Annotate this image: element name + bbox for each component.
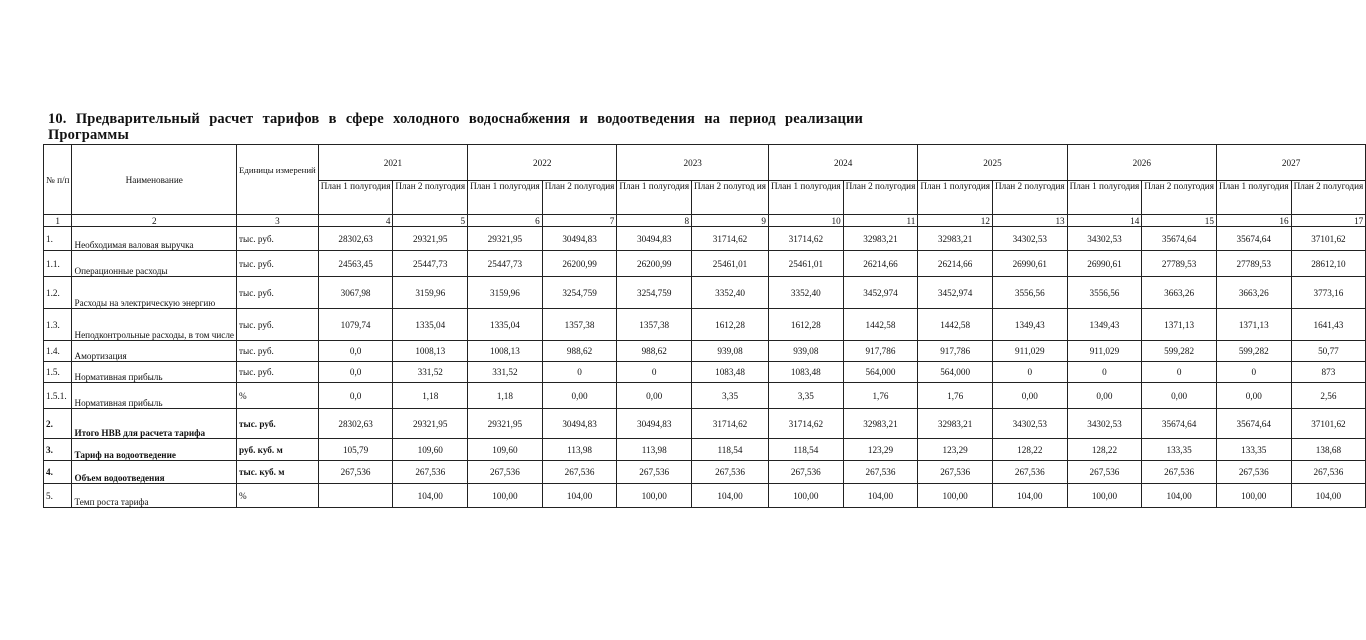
value-cell: 100,00 [617,484,692,508]
value-cell: 267,536 [318,461,393,484]
value-cell: 26214,66 [843,251,918,277]
value-cell: 0 [1216,362,1291,383]
value-cell: 35674,64 [1216,409,1291,439]
value-cell: 29321,95 [468,227,543,251]
value-cell: 1008,13 [393,341,468,362]
value-cell: 1371,13 [1142,309,1217,341]
tariff-table [43,144,1366,508]
value-cell: 1612,28 [692,309,769,341]
value-cell: 31714,62 [692,409,769,439]
value-cell: 26990,61 [992,251,1067,277]
table-row [44,439,1366,461]
row-unit: руб. куб. м [237,439,319,461]
value-cell: 1357,38 [542,309,617,341]
value-cell: 31714,62 [692,227,769,251]
value-cell: 1349,43 [1067,309,1142,341]
header-sub-plan2: План 2 полугодия [843,181,918,215]
value-cell: 26214,66 [918,251,993,277]
value-cell: 267,536 [542,461,617,484]
row-number: 1.5.1. [44,383,72,409]
value-cell: 0,00 [992,383,1067,409]
value-cell: 37101,62 [1291,409,1366,439]
value-cell: 123,29 [843,439,918,461]
column-index-cell: 5 [393,215,468,227]
value-cell: 917,786 [843,341,918,362]
value-cell: 32983,21 [843,409,918,439]
value-cell: 267,536 [468,461,543,484]
value-cell: 3254,759 [617,277,692,309]
value-cell: 3663,26 [1216,277,1291,309]
value-cell: 32983,21 [843,227,918,251]
value-cell: 113,98 [542,439,617,461]
value-cell: 26200,99 [617,251,692,277]
row-unit: тыс. руб. [237,277,319,309]
value-cell: 911,029 [992,341,1067,362]
value-cell: 3254,759 [542,277,617,309]
value-cell: 104,00 [542,484,617,508]
header-sub-plan1: План 1 полугодия [918,181,993,215]
value-cell: 3159,96 [468,277,543,309]
value-cell: 0 [1067,362,1142,383]
value-cell: 1083,48 [692,362,769,383]
value-cell: 267,536 [769,461,844,484]
value-cell: 104,00 [692,484,769,508]
column-index-cell: 10 [769,215,844,227]
header-year-2026: 2026 [1067,145,1216,181]
value-cell: 0,0 [318,362,393,383]
header-year-2024: 2024 [769,145,918,181]
row-number: 5. [44,484,72,508]
column-index-cell: 15 [1142,215,1217,227]
table-row [44,484,1366,508]
column-index-cell: 8 [617,215,692,227]
table-row [44,362,1366,383]
value-cell: 35674,64 [1142,227,1217,251]
column-index-cell: 11 [843,215,918,227]
value-cell: 37101,62 [1291,227,1366,251]
value-cell: 988,62 [617,341,692,362]
value-cell: 599,282 [1142,341,1217,362]
header-sub-plan1: План 1 полугодия [318,181,393,215]
column-index-cell: 14 [1067,215,1142,227]
row-name: Нормативная прибыль [72,383,237,409]
value-cell: 34302,53 [1067,409,1142,439]
value-cell: 3452,974 [918,277,993,309]
column-index-cell: 2 [72,215,237,227]
row-unit: % [237,484,319,508]
row-name: Темп роста тарифа [72,484,237,508]
value-cell: 128,22 [992,439,1067,461]
table-row [44,227,1366,251]
value-cell: 128,22 [1067,439,1142,461]
value-cell: 30494,83 [617,409,692,439]
row-number: 2. [44,409,72,439]
row-name: Тариф на водоотведение [72,439,237,461]
value-cell: 0,00 [1142,383,1217,409]
value-cell: 873 [1291,362,1366,383]
value-cell: 32983,21 [918,227,993,251]
row-unit: тыс. руб. [237,309,319,341]
value-cell: 911,029 [1067,341,1142,362]
row-name: Расходы на электрическую энергию [72,277,237,309]
value-cell: 3352,40 [769,277,844,309]
column-index-cell: 16 [1216,215,1291,227]
header-sub-plan2: План 2 полугодия [542,181,617,215]
column-index-row [44,215,1366,227]
row-number: 1.3. [44,309,72,341]
table-row [44,461,1366,484]
value-cell: 1641,43 [1291,309,1366,341]
value-cell: 28302,63 [318,409,393,439]
value-cell: 3,35 [769,383,844,409]
header-sub-plan2: План 2 полугодия [992,181,1067,215]
value-cell: 267,536 [692,461,769,484]
header-sub-plan2: План 2 полугод ия [692,181,769,215]
value-cell: 30494,83 [542,227,617,251]
value-cell: 100,00 [1216,484,1291,508]
value-cell: 100,00 [468,484,543,508]
value-cell: 109,60 [468,439,543,461]
value-cell: 3452,974 [843,277,918,309]
row-number: 1.5. [44,362,72,383]
value-cell: 34302,53 [992,409,1067,439]
value-cell: 104,00 [843,484,918,508]
value-cell: 32983,21 [918,409,993,439]
value-cell: 3556,56 [1067,277,1142,309]
value-cell: 30494,83 [617,227,692,251]
value-cell: 35674,64 [1216,227,1291,251]
value-cell: 0 [542,362,617,383]
value-cell: 1079,74 [318,309,393,341]
value-cell: 28302,63 [318,227,393,251]
header-sub-plan1: План 1 полугодия [769,181,844,215]
value-cell: 1349,43 [992,309,1067,341]
value-cell: 113,98 [617,439,692,461]
header-sub-plan1: План 1 полугодия [617,181,692,215]
value-cell: 133,35 [1142,439,1217,461]
row-name: Необходимая валовая выручка [72,227,237,251]
value-cell: 267,536 [393,461,468,484]
value-cell: 31714,62 [769,409,844,439]
value-cell: 267,536 [992,461,1067,484]
row-unit: тыс. руб. [237,362,319,383]
value-cell: 104,00 [992,484,1067,508]
row-unit: тыс. руб. [237,227,319,251]
table-row [44,277,1366,309]
row-name: Неподконтрольные расходы, в том числе [72,309,237,341]
value-cell: 1357,38 [617,309,692,341]
row-unit: тыс. руб. [237,251,319,277]
value-cell: 26990,61 [1067,251,1142,277]
header-year-2022: 2022 [468,145,617,181]
value-cell: 1612,28 [769,309,844,341]
value-cell: 0 [617,362,692,383]
row-name: Операционные расходы [72,251,237,277]
row-unit: тыс. руб. [237,341,319,362]
value-cell: 1,18 [468,383,543,409]
column-index-cell: 13 [992,215,1067,227]
row-unit: % [237,383,319,409]
value-cell: 27789,53 [1142,251,1217,277]
header-year-2021: 2021 [318,145,467,181]
header-sub-plan1: План 1 полугодия [1216,181,1291,215]
value-cell: 1371,13 [1216,309,1291,341]
header-num: № п/п [44,145,72,215]
value-cell: 1335,04 [468,309,543,341]
value-cell: 0 [992,362,1067,383]
row-name: Нормативная прибыль [72,362,237,383]
value-cell: 25461,01 [769,251,844,277]
value-cell: 939,08 [692,341,769,362]
value-cell: 109,60 [393,439,468,461]
value-cell: 3,35 [692,383,769,409]
value-cell: 0,00 [1216,383,1291,409]
value-cell: 118,54 [692,439,769,461]
value-cell: 100,00 [1067,484,1142,508]
column-index-cell: 9 [692,215,769,227]
value-cell: 29321,95 [468,409,543,439]
value-cell: 31714,62 [769,227,844,251]
value-cell: 267,536 [843,461,918,484]
row-unit: тыс. куб. м [237,461,319,484]
value-cell: 123,29 [918,439,993,461]
value-cell: 26200,99 [542,251,617,277]
value-cell: 599,282 [1216,341,1291,362]
value-cell: 25447,73 [468,251,543,277]
value-cell: 104,00 [1142,484,1217,508]
value-cell: 24563,45 [318,251,393,277]
value-cell: 1,76 [843,383,918,409]
value-cell: 267,536 [1216,461,1291,484]
header-unit: Единицы измерений [237,145,319,215]
header-year-2027: 2027 [1216,145,1365,181]
value-cell: 1,76 [918,383,993,409]
value-cell: 138,68 [1291,439,1366,461]
value-cell: 118,54 [769,439,844,461]
value-cell: 1,18 [393,383,468,409]
column-index-cell: 12 [918,215,993,227]
header-name: Наименование [72,145,237,215]
value-cell: 29321,95 [393,227,468,251]
value-cell: 30494,83 [542,409,617,439]
table-row [44,383,1366,409]
value-cell: 50,77 [1291,341,1366,362]
value-cell: 939,08 [769,341,844,362]
page-title: 10. Предварительный расчет тарифов в сфере холодного водоснабжения и водоотведения на период реализации Программы [48,111,863,143]
value-cell [318,484,393,508]
table-row [44,251,1366,277]
value-cell: 3159,96 [393,277,468,309]
value-cell: 29321,95 [393,409,468,439]
value-cell: 100,00 [918,484,993,508]
column-index-cell: 6 [468,215,543,227]
column-index-cell: 1 [44,215,72,227]
row-name: Объем водоотведения [72,461,237,484]
value-cell: 1335,04 [393,309,468,341]
row-name: Амортизация [72,341,237,362]
value-cell: 25461,01 [692,251,769,277]
value-cell: 988,62 [542,341,617,362]
value-cell: 105,79 [318,439,393,461]
value-cell: 0,0 [318,341,393,362]
value-cell: 1442,58 [918,309,993,341]
header-sub-plan1: План 1 полугодия [468,181,543,215]
value-cell: 267,536 [1291,461,1366,484]
value-cell: 3663,26 [1142,277,1217,309]
value-cell: 0,00 [617,383,692,409]
value-cell: 0,00 [1067,383,1142,409]
value-cell: 35674,64 [1142,409,1217,439]
value-cell: 267,536 [1067,461,1142,484]
value-cell: 104,00 [393,484,468,508]
value-cell: 267,536 [1142,461,1217,484]
row-number: 4. [44,461,72,484]
value-cell: 2,56 [1291,383,1366,409]
column-index-cell: 3 [237,215,319,227]
row-unit: тыс. руб. [237,409,319,439]
header-sub-plan2: План 2 полугодия [1291,181,1366,215]
value-cell: 267,536 [918,461,993,484]
value-cell: 3352,40 [692,277,769,309]
value-cell: 34302,53 [1067,227,1142,251]
row-number: 3. [44,439,72,461]
value-cell: 3067,98 [318,277,393,309]
value-cell: 34302,53 [992,227,1067,251]
table-row [44,409,1366,439]
header-sub-plan2: План 2 полугодия [393,181,468,215]
column-index-cell: 7 [542,215,617,227]
header-year-2023: 2023 [617,145,769,181]
column-index-cell: 17 [1291,215,1366,227]
value-cell: 1083,48 [769,362,844,383]
header-year-2025: 2025 [918,145,1067,181]
value-cell: 564,000 [918,362,993,383]
value-cell: 100,00 [769,484,844,508]
row-number: 1. [44,227,72,251]
header-sub-plan2: План 2 полугодия [1142,181,1217,215]
value-cell: 104,00 [1291,484,1366,508]
value-cell: 3773,16 [1291,277,1366,309]
column-index-cell: 4 [318,215,393,227]
value-cell: 564,000 [843,362,918,383]
value-cell: 1442,58 [843,309,918,341]
value-cell: 0,00 [542,383,617,409]
value-cell: 1008,13 [468,341,543,362]
value-cell: 331,52 [468,362,543,383]
header-sub-plan1: План 1 полугодия [1067,181,1142,215]
value-cell: 267,536 [617,461,692,484]
row-name: Итого НВВ для расчета тарифа [72,409,237,439]
row-number: 1.4. [44,341,72,362]
value-cell: 27789,53 [1216,251,1291,277]
table-row [44,341,1366,362]
value-cell: 0,0 [318,383,393,409]
value-cell: 133,35 [1216,439,1291,461]
row-number: 1.1. [44,251,72,277]
value-cell: 0 [1142,362,1217,383]
value-cell: 331,52 [393,362,468,383]
value-cell: 28612,10 [1291,251,1366,277]
row-number: 1.2. [44,277,72,309]
table-row [44,309,1366,341]
value-cell: 917,786 [918,341,993,362]
value-cell: 25447,73 [393,251,468,277]
value-cell: 3556,56 [992,277,1067,309]
